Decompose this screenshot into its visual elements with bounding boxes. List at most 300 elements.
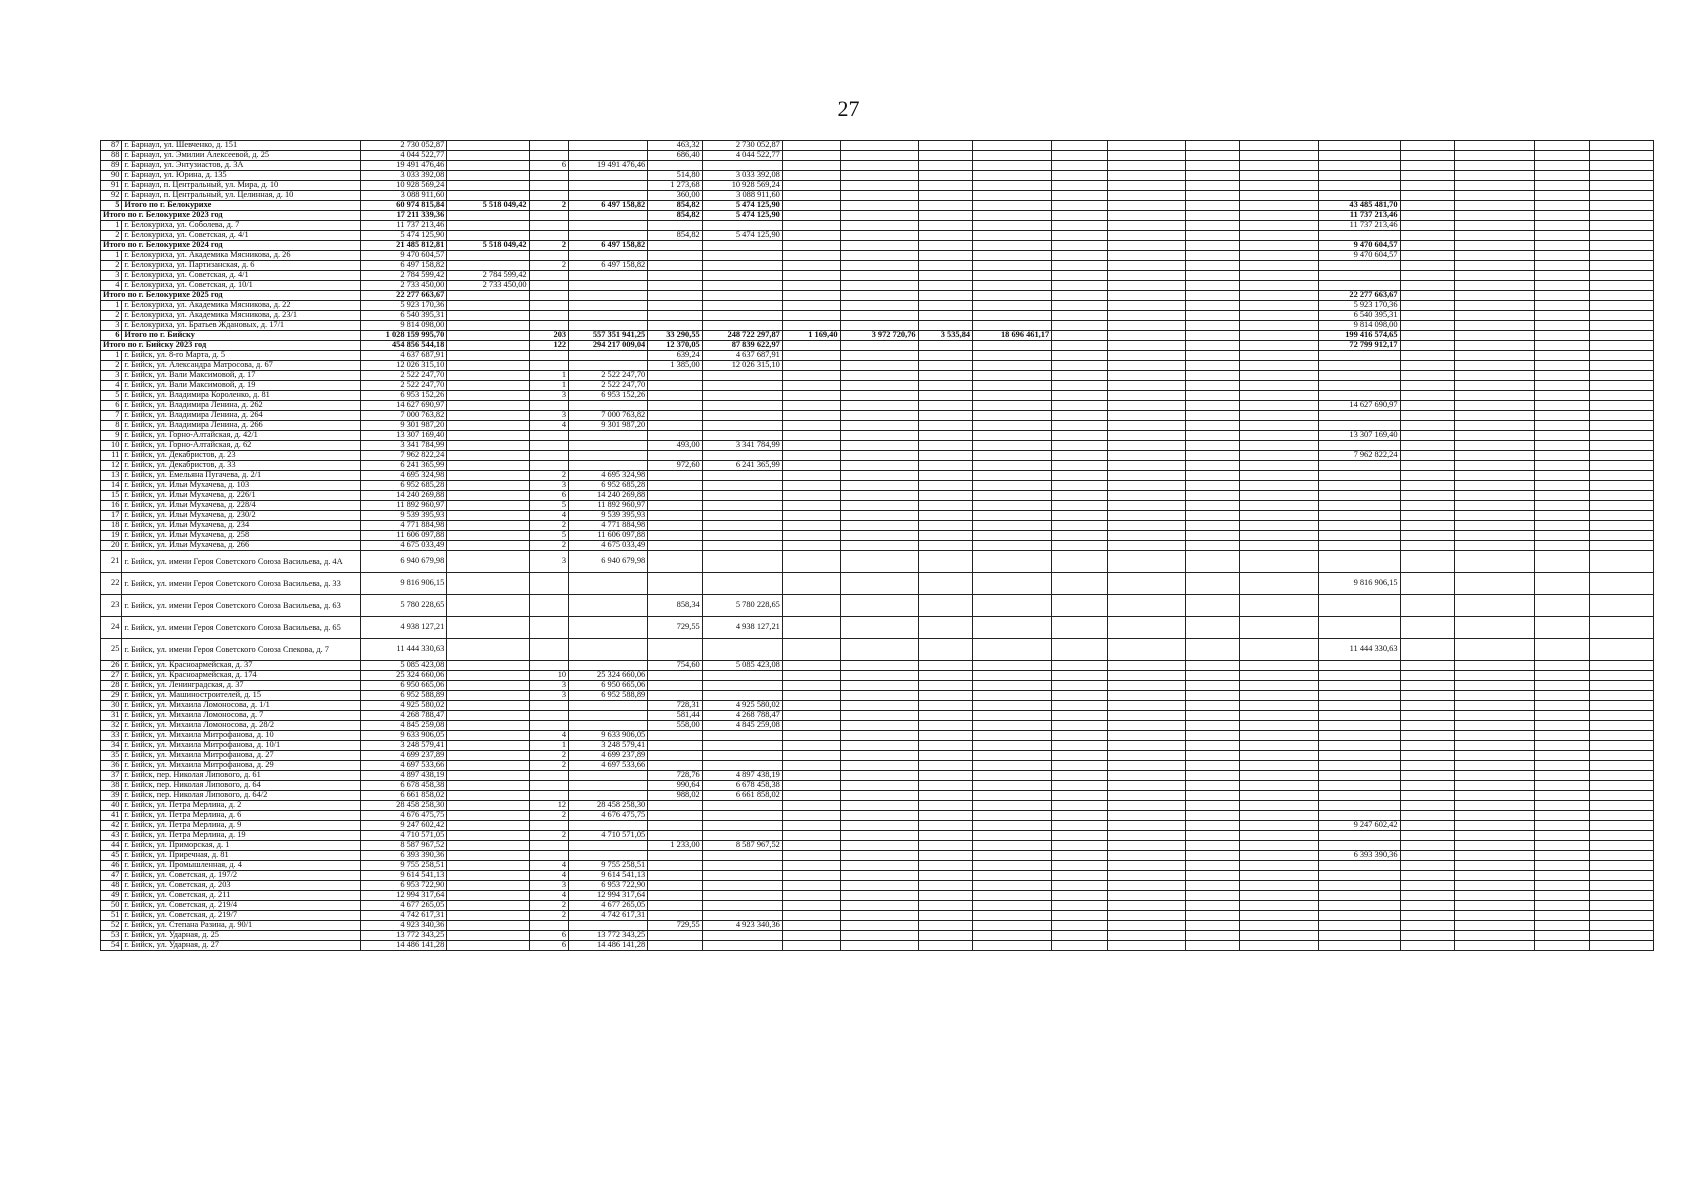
value-cell — [1535, 701, 1590, 711]
value-cell: 72 799 912,17 — [1319, 341, 1400, 351]
value-cell — [1185, 791, 1240, 801]
value-cell: 729,55 — [648, 921, 703, 931]
value-cell — [1535, 691, 1590, 701]
value-cell: 3 — [529, 391, 569, 401]
value-cell — [1535, 639, 1590, 661]
value-cell — [1455, 161, 1535, 171]
value-cell — [973, 639, 1052, 661]
value-cell — [918, 681, 973, 691]
address-cell: г. Бийск, ул. имени Героя Советского Союза Васильева, д. 63 — [122, 595, 360, 617]
value-cell — [1052, 461, 1108, 471]
value-cell — [973, 617, 1052, 639]
table-row — [101, 701, 1654, 711]
value-cell — [1240, 161, 1319, 171]
value-cell — [1535, 341, 1590, 351]
row-number-cell: 32 — [101, 721, 122, 731]
value-cell — [973, 901, 1052, 911]
table-row — [101, 161, 1654, 171]
value-cell — [1107, 191, 1185, 201]
value-cell — [1052, 451, 1108, 461]
value-cell — [529, 617, 569, 639]
value-cell — [918, 431, 973, 441]
table-row — [101, 381, 1654, 391]
value-cell — [648, 401, 703, 411]
value-cell — [1185, 351, 1240, 361]
address-cell: г. Бийск, ул. Ильи Мухачева, д. 103 — [122, 481, 360, 491]
value-cell — [648, 761, 703, 771]
value-cell — [1107, 521, 1185, 531]
value-cell — [1185, 291, 1240, 301]
value-cell — [1535, 771, 1590, 781]
address-cell: г. Бийск, ул. Михаила Митрофанова, д. 27 — [122, 751, 360, 761]
value-cell — [529, 921, 569, 931]
value-cell: 4 695 324,98 — [360, 471, 447, 481]
value-cell: 5 923 170,36 — [360, 301, 447, 311]
row-number-cell: 25 — [101, 639, 122, 661]
value-cell — [973, 151, 1052, 161]
value-cell — [702, 761, 782, 771]
value-cell — [1535, 271, 1590, 281]
row-number-cell: 90 — [101, 171, 122, 181]
row-number-cell: 13 — [101, 471, 122, 481]
value-cell — [1107, 341, 1185, 351]
value-cell — [1185, 851, 1240, 861]
value-cell: 5 085 423,08 — [360, 661, 447, 671]
row-number-cell: 50 — [101, 901, 122, 911]
value-cell — [1319, 551, 1400, 573]
value-cell — [529, 851, 569, 861]
value-cell — [1535, 241, 1590, 251]
row-number-cell: 3 — [101, 321, 122, 331]
value-cell — [918, 161, 973, 171]
value-cell — [1107, 781, 1185, 791]
address-cell: г. Белокуриха, ул. Соболева, д. 7 — [122, 221, 360, 231]
value-cell — [569, 181, 648, 191]
value-cell — [1240, 761, 1319, 771]
value-cell — [1455, 371, 1535, 381]
value-cell: 6 678 458,38 — [360, 781, 447, 791]
value-cell — [973, 191, 1052, 201]
value-cell — [782, 311, 840, 321]
value-cell — [1455, 181, 1535, 191]
value-cell — [1185, 761, 1240, 771]
value-cell — [1319, 191, 1400, 201]
value-cell: 6 953 722,90 — [569, 881, 648, 891]
value-cell — [782, 521, 840, 531]
value-cell — [918, 251, 973, 261]
value-cell — [840, 841, 918, 851]
value-cell: 4 677 265,05 — [569, 901, 648, 911]
value-cell — [1589, 461, 1653, 471]
value-cell — [1319, 491, 1400, 501]
value-cell — [1455, 151, 1535, 161]
value-cell — [1185, 831, 1240, 841]
value-cell — [1535, 251, 1590, 261]
value-cell — [1535, 941, 1590, 951]
address-cell: г. Бийск, ул. Советская, д. 219/7 — [122, 911, 360, 921]
value-cell — [1319, 411, 1400, 421]
address-cell: г. Бийск, ул. Владимира Ленина, д. 262 — [122, 401, 360, 411]
value-cell: 728,76 — [648, 771, 703, 781]
value-cell — [1107, 901, 1185, 911]
value-cell: 557 351 941,25 — [569, 331, 648, 341]
value-cell — [1535, 841, 1590, 851]
value-cell — [840, 351, 918, 361]
value-cell — [1400, 551, 1455, 573]
value-cell — [1319, 381, 1400, 391]
value-cell — [1535, 181, 1590, 191]
value-cell — [1240, 291, 1319, 301]
value-cell — [1319, 391, 1400, 401]
value-cell — [1400, 871, 1455, 881]
value-cell — [840, 211, 918, 221]
value-cell — [1185, 491, 1240, 501]
value-cell — [840, 161, 918, 171]
value-cell — [1589, 541, 1653, 551]
value-cell — [840, 281, 918, 291]
value-cell — [918, 241, 973, 251]
value-cell — [973, 271, 1052, 281]
value-cell — [1052, 191, 1108, 201]
address-cell: г. Бийск, ул. Владимира Ленина, д. 266 — [122, 421, 360, 431]
value-cell — [1107, 861, 1185, 871]
value-cell — [1185, 871, 1240, 881]
value-cell — [1400, 861, 1455, 871]
value-cell — [1535, 931, 1590, 941]
value-cell — [1455, 491, 1535, 501]
value-cell — [1589, 271, 1653, 281]
value-cell — [1400, 171, 1455, 181]
table-row — [101, 521, 1654, 531]
value-cell — [1240, 371, 1319, 381]
value-cell — [529, 701, 569, 711]
value-cell — [1240, 681, 1319, 691]
value-cell — [1052, 251, 1108, 261]
value-cell — [918, 551, 973, 573]
row-number-cell: 37 — [101, 771, 122, 781]
value-cell — [840, 573, 918, 595]
value-cell — [1185, 639, 1240, 661]
value-cell — [1319, 891, 1400, 901]
value-cell — [1455, 321, 1535, 331]
value-cell — [1455, 211, 1535, 221]
value-cell: 14 627 690,97 — [360, 401, 447, 411]
value-cell — [918, 941, 973, 951]
value-cell — [1240, 271, 1319, 281]
value-cell — [1107, 639, 1185, 661]
value-cell — [702, 291, 782, 301]
value-cell — [1185, 251, 1240, 261]
value-cell — [1185, 881, 1240, 891]
value-cell — [1400, 721, 1455, 731]
value-cell — [529, 441, 569, 451]
value-cell — [782, 511, 840, 521]
value-cell — [782, 791, 840, 801]
address-cell: г. Бийск, ул. имени Героя Советского Союза Васильева, д. 4А — [122, 551, 360, 573]
value-cell — [1107, 421, 1185, 431]
value-cell — [973, 241, 1052, 251]
value-cell — [973, 691, 1052, 701]
value-cell — [1185, 311, 1240, 321]
row-number-cell: 54 — [101, 941, 122, 951]
value-cell — [1400, 761, 1455, 771]
value-cell — [1107, 617, 1185, 639]
value-cell: 463,32 — [648, 141, 703, 151]
value-cell — [1107, 151, 1185, 161]
value-cell: 12 370,05 — [648, 341, 703, 351]
value-cell — [918, 361, 973, 371]
value-cell — [1052, 721, 1108, 731]
value-cell — [1535, 921, 1590, 931]
value-cell — [447, 711, 529, 721]
value-cell — [1052, 261, 1108, 271]
value-cell — [1107, 595, 1185, 617]
row-number-cell: 4 — [101, 381, 122, 391]
value-cell — [529, 451, 569, 461]
value-cell — [840, 391, 918, 401]
value-cell — [973, 481, 1052, 491]
value-cell — [702, 451, 782, 461]
value-cell — [1185, 751, 1240, 761]
table-row — [101, 331, 1654, 341]
value-cell: 4 — [529, 871, 569, 881]
value-cell — [1185, 891, 1240, 901]
value-cell — [1589, 201, 1653, 211]
address-cell: г. Бийск, ул. Ильи Мухачева, д. 266 — [122, 541, 360, 551]
value-cell — [1185, 471, 1240, 481]
value-cell — [782, 881, 840, 891]
address-cell: г. Бийск, ул. Михаила Митрофанова, д. 10/1 — [122, 741, 360, 751]
value-cell — [447, 181, 529, 191]
value-cell: 2 522 247,70 — [360, 371, 447, 381]
value-cell — [782, 701, 840, 711]
table-row — [101, 181, 1654, 191]
table-row — [101, 811, 1654, 821]
value-cell — [1400, 751, 1455, 761]
value-cell: 6 — [529, 491, 569, 501]
table-row — [101, 311, 1654, 321]
value-cell — [1400, 451, 1455, 461]
value-cell — [1052, 841, 1108, 851]
value-cell — [1535, 711, 1590, 721]
table-row — [101, 751, 1654, 761]
address-cell: г. Бийск, ул. Михаила Митрофанова, д. 10 — [122, 731, 360, 741]
value-cell — [1052, 573, 1108, 595]
value-cell — [918, 221, 973, 231]
value-cell — [447, 661, 529, 671]
value-cell — [569, 141, 648, 151]
value-cell — [702, 901, 782, 911]
value-cell — [1052, 221, 1108, 231]
address-cell: г. Бийск, ул. Петра Мерлина, д. 6 — [122, 811, 360, 821]
value-cell — [1400, 681, 1455, 691]
value-cell: 3 535,84 — [918, 331, 973, 341]
value-cell — [1052, 801, 1108, 811]
value-cell — [1535, 431, 1590, 441]
row-number-cell: 1 — [101, 221, 122, 231]
value-cell — [447, 291, 529, 301]
value-cell — [1319, 701, 1400, 711]
value-cell — [918, 421, 973, 431]
value-cell — [1455, 861, 1535, 871]
row-number-cell: 1 — [101, 301, 122, 311]
value-cell — [1400, 301, 1455, 311]
value-cell — [1052, 431, 1108, 441]
value-cell: 2 — [529, 201, 569, 211]
value-cell — [1319, 261, 1400, 271]
address-cell: г. Бийск, ул. Горно-Алтайская, д. 62 — [122, 441, 360, 451]
row-number-cell: 30 — [101, 701, 122, 711]
address-cell: г. Белокуриха, ул. Советская, д. 4/1 — [122, 271, 360, 281]
value-cell: 972,60 — [648, 461, 703, 471]
value-cell — [1535, 391, 1590, 401]
value-cell — [648, 881, 703, 891]
value-cell: 33 290,55 — [648, 331, 703, 341]
value-cell — [1589, 741, 1653, 751]
value-cell — [702, 911, 782, 921]
value-cell — [1455, 871, 1535, 881]
value-cell — [1185, 401, 1240, 411]
value-cell — [1589, 771, 1653, 781]
value-cell — [1589, 921, 1653, 931]
value-cell — [918, 521, 973, 531]
value-cell — [1185, 181, 1240, 191]
value-cell: 5 — [529, 531, 569, 541]
value-cell — [918, 811, 973, 821]
value-cell: 3 — [529, 681, 569, 691]
value-cell: 5 — [529, 501, 569, 511]
value-cell — [447, 861, 529, 871]
value-cell — [1455, 201, 1535, 211]
value-cell — [1107, 451, 1185, 461]
value-cell — [1107, 573, 1185, 595]
value-cell — [1107, 431, 1185, 441]
value-cell: 6 540 395,31 — [1319, 311, 1400, 321]
value-cell — [918, 211, 973, 221]
value-cell — [918, 931, 973, 941]
table-row — [101, 431, 1654, 441]
value-cell — [840, 921, 918, 931]
address-cell: г. Бийск, пер. Николая Липового, д. 61 — [122, 771, 360, 781]
value-cell — [1185, 361, 1240, 371]
value-cell: 4 925 580,02 — [360, 701, 447, 711]
value-cell — [1455, 271, 1535, 281]
value-cell — [782, 911, 840, 921]
value-cell — [840, 617, 918, 639]
address-cell: г. Бийск, ул. Промышленная, д. 4 — [122, 861, 360, 871]
value-cell — [648, 741, 703, 751]
value-cell — [1185, 341, 1240, 351]
value-cell: 5 923 170,36 — [1319, 301, 1400, 311]
value-cell: 2 — [529, 761, 569, 771]
value-cell — [648, 531, 703, 541]
address-cell: г. Барнаул, ул. Шевченко, д. 151 — [122, 141, 360, 151]
address-cell: г. Белокуриха, ул. Советская, д. 10/1 — [122, 281, 360, 291]
value-cell — [529, 791, 569, 801]
value-cell — [1400, 401, 1455, 411]
value-cell — [782, 461, 840, 471]
value-cell: 9 247 602,42 — [1319, 821, 1400, 831]
value-cell — [447, 151, 529, 161]
row-number-cell: 12 — [101, 461, 122, 471]
row-number-cell: 4 — [101, 281, 122, 291]
value-cell — [702, 881, 782, 891]
value-cell — [1319, 521, 1400, 531]
row-number-cell: 19 — [101, 531, 122, 541]
value-cell — [918, 321, 973, 331]
value-cell — [648, 491, 703, 501]
value-cell — [447, 451, 529, 461]
table-row — [101, 921, 1654, 931]
value-cell — [1400, 511, 1455, 521]
table-row — [101, 941, 1654, 951]
value-cell — [1400, 691, 1455, 701]
value-cell — [529, 661, 569, 671]
value-cell — [447, 311, 529, 321]
value-cell — [1185, 841, 1240, 851]
value-cell — [648, 411, 703, 421]
value-cell — [447, 351, 529, 361]
value-cell — [1052, 401, 1108, 411]
value-cell — [1107, 461, 1185, 471]
value-cell — [1535, 311, 1590, 321]
value-cell — [782, 221, 840, 231]
row-number-cell: 18 — [101, 521, 122, 531]
value-cell — [1052, 331, 1108, 341]
value-cell: 4 — [529, 731, 569, 741]
value-cell — [1240, 781, 1319, 791]
value-cell — [1107, 881, 1185, 891]
value-cell — [1185, 901, 1240, 911]
value-cell — [1185, 531, 1240, 541]
value-cell — [1400, 701, 1455, 711]
value-cell — [648, 291, 703, 301]
value-cell — [918, 411, 973, 421]
value-cell — [973, 181, 1052, 191]
value-cell — [447, 481, 529, 491]
value-cell — [1052, 701, 1108, 711]
address-cell: г. Бийск, ул. Ильи Мухачева, д. 258 — [122, 531, 360, 541]
value-cell — [1240, 521, 1319, 531]
value-cell — [918, 341, 973, 351]
value-cell — [1107, 751, 1185, 761]
value-cell — [1400, 241, 1455, 251]
value-cell — [1589, 181, 1653, 191]
value-cell — [1240, 921, 1319, 931]
value-cell — [1589, 861, 1653, 871]
value-cell — [840, 301, 918, 311]
value-cell: 558,00 — [648, 721, 703, 731]
value-cell — [702, 521, 782, 531]
value-cell — [1589, 791, 1653, 801]
address-cell: г. Бийск, ул. Ильи Мухачева, д. 226/1 — [122, 491, 360, 501]
value-cell — [1185, 461, 1240, 471]
value-cell — [1107, 921, 1185, 931]
value-cell — [1535, 521, 1590, 531]
value-cell — [648, 551, 703, 573]
value-cell — [1455, 881, 1535, 891]
table-row — [101, 401, 1654, 411]
table-row — [101, 881, 1654, 891]
table-row — [101, 171, 1654, 181]
value-cell — [569, 841, 648, 851]
value-cell — [1400, 371, 1455, 381]
value-cell — [973, 821, 1052, 831]
table-row — [101, 821, 1654, 831]
value-cell — [1107, 721, 1185, 731]
value-cell — [782, 573, 840, 595]
value-cell — [1535, 201, 1590, 211]
